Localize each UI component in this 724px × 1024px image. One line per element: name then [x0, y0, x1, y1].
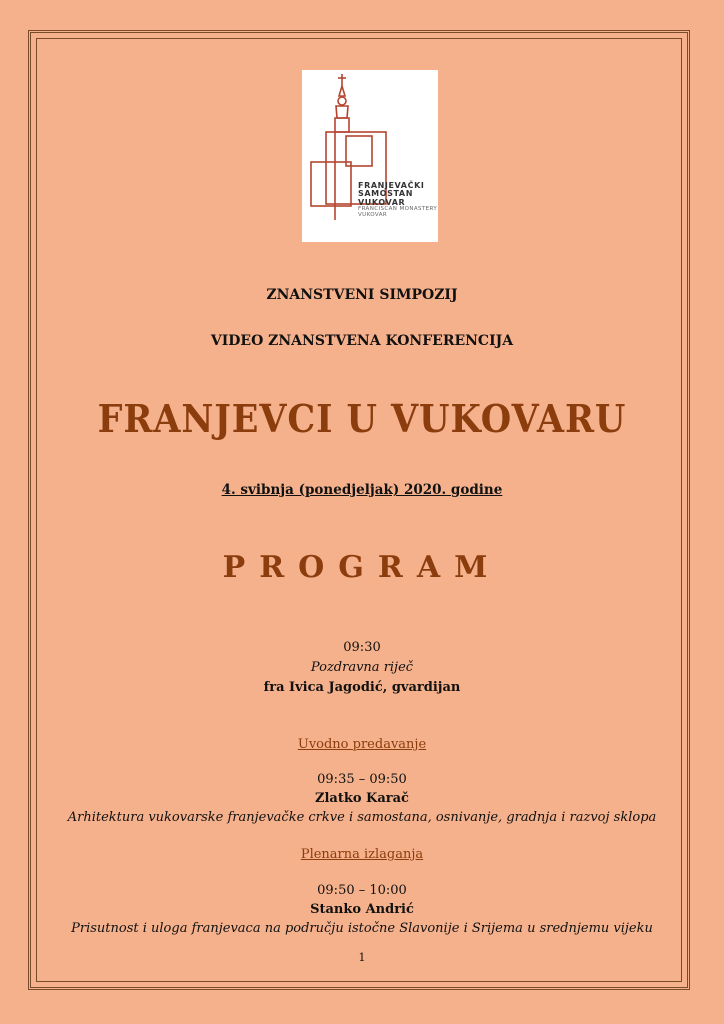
item3-title: Prisutnost i uloga franjevaca na području istočne Slavonije i Srijema u srednjemu vijeku	[71, 921, 653, 936]
item1-speaker: fra Ivica Jagodić, gvardijan	[263, 680, 461, 695]
conference-heading: VIDEO ZNANSTVENA KONFERENCIJA	[210, 333, 514, 349]
item2-speaker: Zlatko Karač	[315, 791, 409, 806]
item1-time: 09:30	[343, 640, 381, 655]
logo-line-3: VUKOVAR	[358, 197, 406, 207]
monastery-logo	[302, 70, 438, 242]
logo-line-1: FRANJEVAČKI	[358, 181, 425, 190]
section-plenary: Plenarna izlaganja	[300, 847, 424, 862]
logo-sub-2: VUKOVAR	[358, 211, 388, 218]
item3-time: 09:50 – 10:00	[317, 883, 407, 898]
item2-title: Arhitektura vukovarske franjevačke crkve i samostana, osnivanje, gradnja i razvoj sklopa	[67, 810, 657, 825]
item2-time: 09:35 – 09:50	[317, 772, 407, 787]
page-title: FRANJEVCI U VUKOVARU	[97, 396, 627, 441]
page-number: 1	[358, 951, 366, 964]
program-heading: PROGRAM	[222, 550, 502, 585]
symposium-heading: ZNANSTVENI SIMPOZIJ	[266, 287, 458, 303]
logo-line-2: SAMOSTAN	[358, 189, 413, 199]
logo-sub-1: FRANCISCAN MONASTERY	[358, 206, 438, 213]
item1-title: Pozdravna riječ	[310, 660, 414, 675]
event-date: 4. svibnja (ponedjeljak) 2020. godine	[221, 482, 503, 498]
item3-speaker: Stanko Andrić	[310, 902, 414, 917]
section-intro-lecture: Uvodno predavanje	[297, 737, 427, 752]
